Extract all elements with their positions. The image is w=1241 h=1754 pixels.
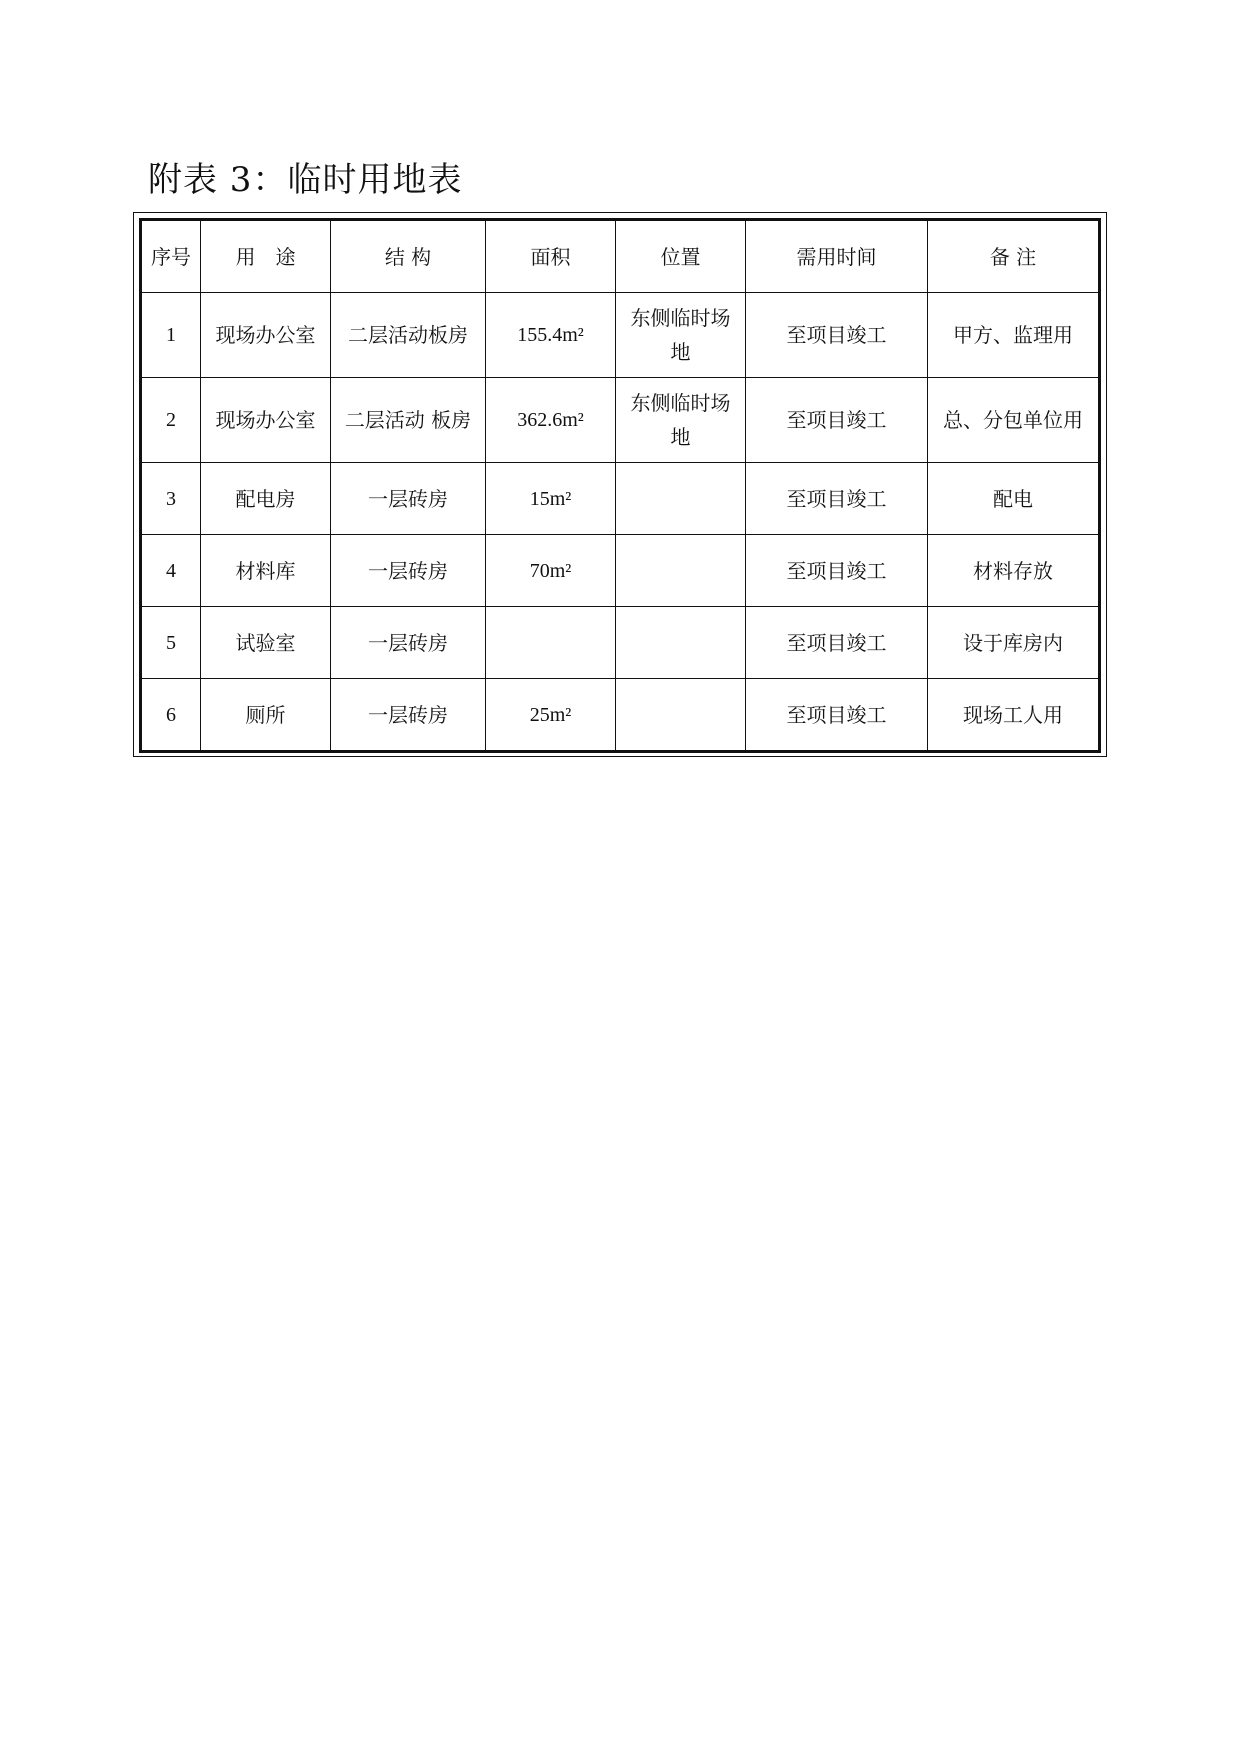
cell-note: 配电 <box>928 463 1100 535</box>
cell-structure: 一层砖房 <box>331 463 486 535</box>
cell-area: 15m² <box>486 463 616 535</box>
cell-note: 甲方、监理用 <box>928 293 1100 378</box>
cell-use <box>201 293 331 378</box>
cell-seq: 6 <box>141 679 201 752</box>
cell-seq: 3 <box>141 463 201 535</box>
table-header-row <box>141 220 1100 293</box>
cell-note: 设于库房内 <box>928 607 1100 679</box>
cell-use: 厕所 <box>201 679 331 752</box>
cell-structure: 二层活动 板房 <box>331 378 486 463</box>
cell-area <box>486 607 616 679</box>
table-row <box>141 679 1100 752</box>
cell-seq: 5 <box>141 607 201 679</box>
header-note: 备 注 <box>928 220 1100 293</box>
cell-location <box>616 378 746 463</box>
header-structure: 结 构 <box>331 220 486 293</box>
cell-location <box>616 679 746 752</box>
cell-time: 至项目竣工 <box>746 607 928 679</box>
temporary-land-table <box>139 218 1101 753</box>
cell-area: 362.6m² <box>486 378 616 463</box>
cell-time: 至项目竣工 <box>746 535 928 607</box>
cell-use-text: 现场办公室 <box>215 408 316 432</box>
cell-seq: 4 <box>141 535 201 607</box>
cell-time: 至项目竣工 <box>746 679 928 752</box>
cell-note: 材料存放 <box>928 535 1100 607</box>
header-use: 用 途 <box>201 220 331 293</box>
cell-seq: 2 <box>141 378 201 463</box>
table-row <box>141 378 1100 463</box>
header-seq: 序号 <box>141 220 201 293</box>
cell-use <box>201 378 331 463</box>
cell-use-text: 现场办公室 <box>215 323 316 347</box>
header-area: 面积 <box>486 220 616 293</box>
header-time: 需用时间 <box>746 220 928 293</box>
document-title: 附表 3：临时用地表 <box>148 160 463 200</box>
table-row <box>141 293 1100 378</box>
table-row <box>141 463 1100 535</box>
cell-location <box>616 293 746 378</box>
cell-time: 至项目竣工 <box>746 293 928 378</box>
cell-area: 155.4m² <box>486 293 616 378</box>
cell-area: 70m² <box>486 535 616 607</box>
cell-area: 25m² <box>486 679 616 752</box>
cell-structure: 一层砖房 <box>331 535 486 607</box>
table-row <box>141 535 1100 607</box>
cell-use: 配电房 <box>201 463 331 535</box>
cell-note: 总、分包单位用 <box>928 378 1100 463</box>
table-row <box>141 607 1100 679</box>
cell-location <box>616 535 746 607</box>
cell-location <box>616 463 746 535</box>
header-location: 位置 <box>616 220 746 293</box>
cell-structure: 一层砖房 <box>331 679 486 752</box>
cell-use: 试验室 <box>201 607 331 679</box>
cell-location-text: 东侧临时场地 <box>630 306 731 364</box>
cell-location-text: 东侧临时场地 <box>630 391 731 449</box>
cell-structure: 二层活动板房 <box>331 293 486 378</box>
table-outer-frame <box>133 212 1107 757</box>
cell-use: 材料库 <box>201 535 331 607</box>
cell-note: 现场工人用 <box>928 679 1100 752</box>
cell-time: 至项目竣工 <box>746 378 928 463</box>
cell-time: 至项目竣工 <box>746 463 928 535</box>
cell-location <box>616 607 746 679</box>
cell-structure: 一层砖房 <box>331 607 486 679</box>
cell-seq: 1 <box>141 293 201 378</box>
